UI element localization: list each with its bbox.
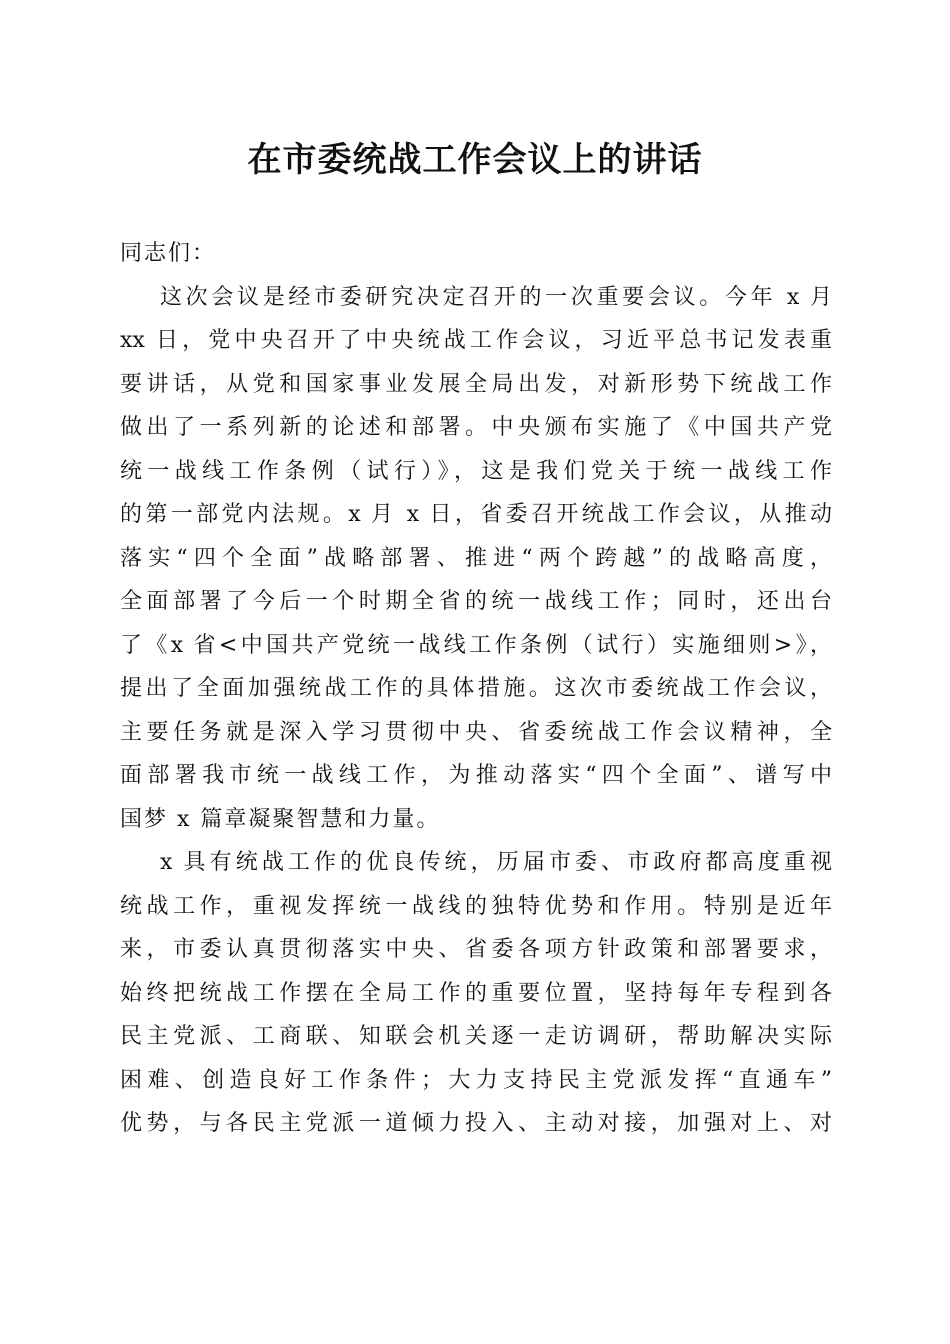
document-body (120, 232, 832, 1146)
paragraph-line: 民主党派、工商联、知联会机关逐一走访调研，帮助解决实际 (120, 1024, 832, 1049)
paragraph-line: 始终把统战工作摆在全局工作的重要位置，坚持每年专程到各 (120, 980, 832, 1006)
paragraph-line: 主要任务就是深入学习贯彻中央、省委统战工作会议精神，全 (120, 719, 832, 745)
paragraph-line: 国梦 x 篇章凝聚智慧和力量。 (120, 806, 441, 832)
paragraph-line: xx 日，党中央召开了中央统战工作会议，习近平总书记发表重 (120, 328, 832, 353)
salutation: 同志们： (120, 241, 217, 266)
paragraph-line: 优势，与各民主党派一道倾力投入、主动对接，加强对上、对 (120, 1111, 832, 1136)
paragraph-1 (120, 276, 832, 842)
paragraph-line: 要讲话，从党和国家事业发展全局出发，对新形势下统战工作 (120, 371, 832, 397)
paragraph-line: 面部署我市统一战线工作，为推动落实“四个全面”、谱写中 (120, 763, 832, 788)
document-title: 在市委统战工作会议上的讲话 (247, 140, 703, 180)
paragraph-line: 提出了全面加强统战工作的具体措施。这次市委统战工作会议， (120, 676, 832, 701)
paragraph-line: 做出了一系列新的论述和部署。中央颁布实施了《中国共产党 (120, 415, 832, 440)
paragraph-line: 困难、创造良好工作条件；大力支持民主党派发挥“直通车” (120, 1067, 832, 1093)
paragraph-line: 来，市委认真贯彻落实中央、省委各项方针政策和部署要求， (120, 937, 832, 962)
paragraph-2 (120, 841, 832, 1146)
paragraph-line: 全面部署了今后一个时期全省的统一战线工作；同时，还出台 (120, 589, 832, 614)
paragraph-line: 的第一部党内法规。x 月 x 日，省委召开统战工作会议，从推动 (120, 502, 832, 527)
paragraph-line: x 具有统战工作的优良传统，历届市委、市政府都高度重视 (160, 850, 832, 875)
paragraph-line: 落实“四个全面”战略部署、推进“两个跨越”的战略高度， (120, 545, 832, 571)
paragraph-line: 统战工作，重视发挥统一战线的独特优势和作用。特别是近年 (120, 893, 832, 919)
paragraph-line: 这次会议是经市委研究决定召开的一次重要会议。今年 x 月 (160, 284, 832, 310)
paragraph-line: 了《x 省<中国共产党统一战线工作条例（试行）实施细则>》， (120, 632, 832, 658)
paragraph-line: 统一战线工作条例（试行）》，这是我们党关于统一战线工作 (120, 458, 832, 484)
